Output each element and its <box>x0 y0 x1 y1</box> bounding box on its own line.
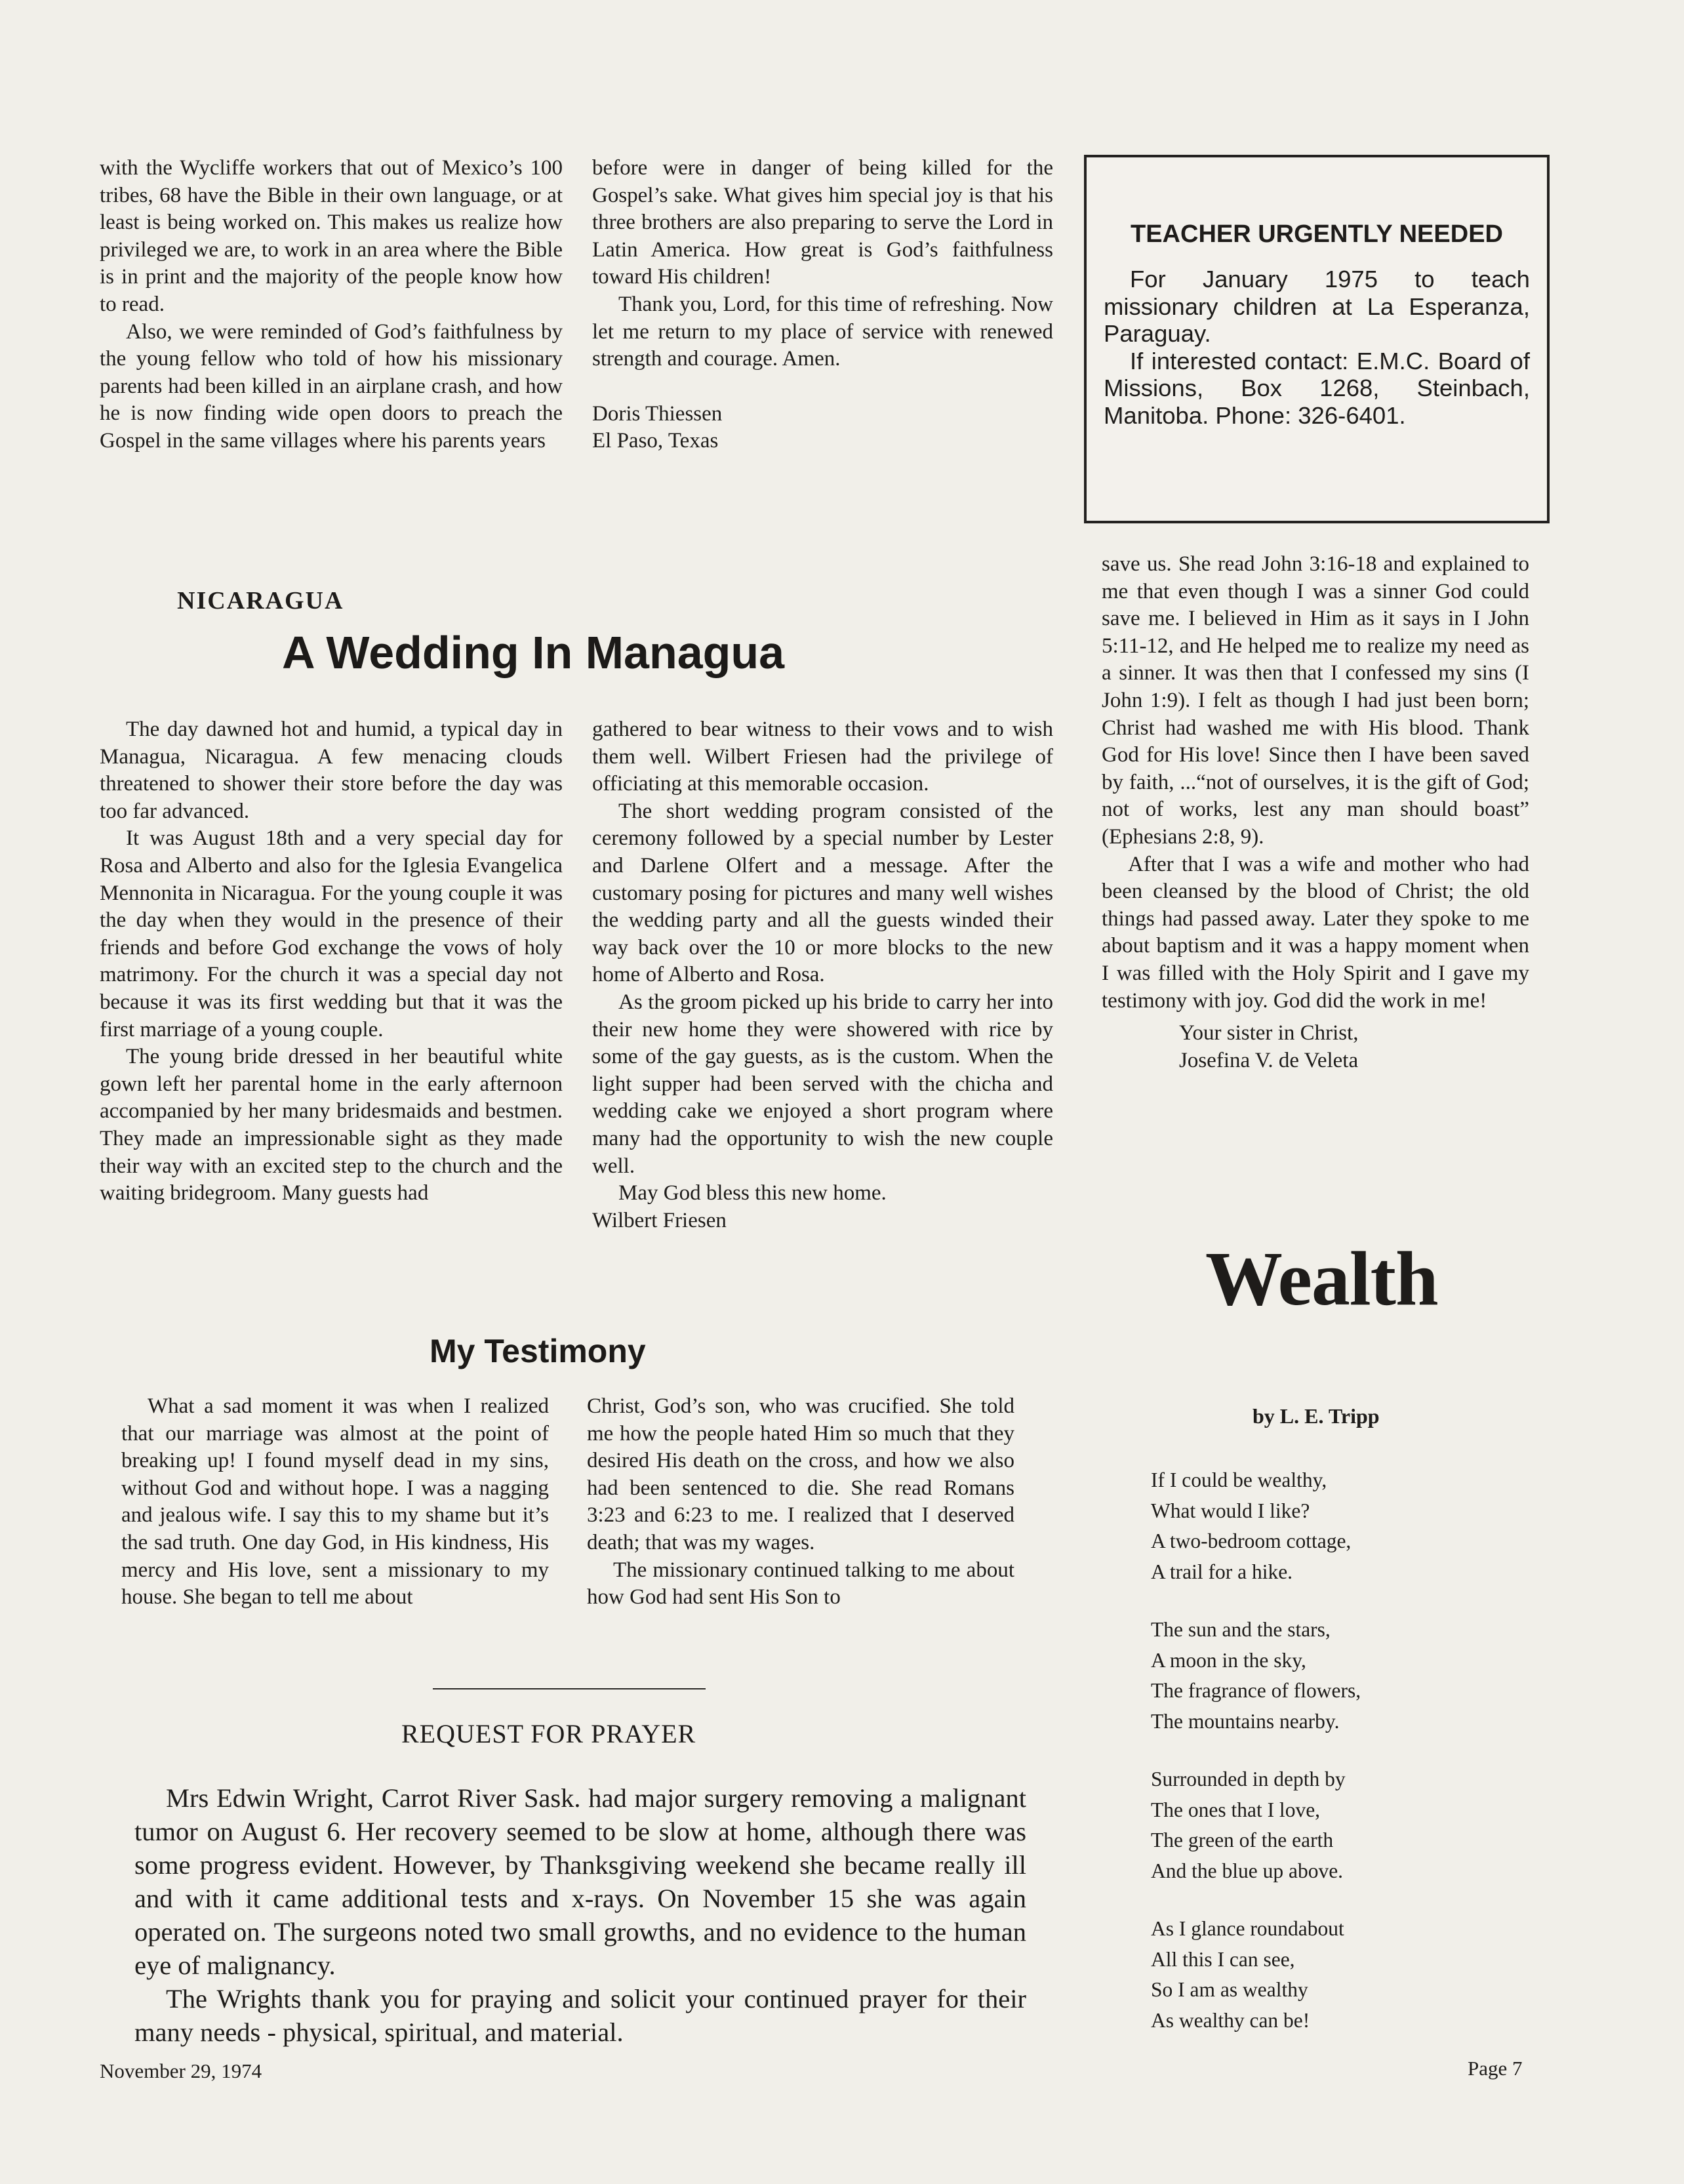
wedding-paragraph: gathered to bear witness to their vows and to wish them well. Wilbert Friesen had the privilege of officiating at this memorable occasion. <box>592 718 1053 796</box>
top-article-location: El Paso, Texas <box>592 429 719 453</box>
poem-line: So I am as wealthy <box>1151 1978 1308 2001</box>
section-divider <box>433 1688 706 1689</box>
poem-line: The ones that I love, <box>1151 1798 1321 1821</box>
wedding-paragraph: As the groom picked up his bride to carry her into their new home they were showered with rice by some of the gay guests, as is the custom. When the light supper had been served with the chicha and wedding cake we enjoyed a short program where many had the opportunity to wish the new couple well. <box>592 990 1053 1178</box>
poem-stanza <box>1151 1465 1518 1587</box>
testimony-paragraph: The missionary continued talking to me about how God had sent His Son to <box>587 1558 1014 1609</box>
poem-line: As wealthy can be! <box>1151 2008 1310 2032</box>
poem-stanza <box>1151 1914 1518 2036</box>
testimony-closing: Your sister in Christ, <box>1179 1021 1359 1045</box>
poem-line: The mountains nearby. <box>1151 1709 1340 1733</box>
prayer-title: REQUEST FOR PRAYER <box>401 1719 696 1749</box>
wedding-paragraph: The young bride dressed in her beautiful white gown left her parental home in the early afternoon accompanied by her many bridesmaids and bestmen. They made an impressionable sight as they made their way with an excited step to the church and the waiting bridegroom. Many guests had <box>100 1045 563 1205</box>
wedding-paragraph: The day dawned hot and humid, a typical day in Managua, Nicaragua. A few menacing clouds threatened to shower their store before the day was too far advanced. <box>100 718 563 823</box>
testimony-headline: My Testimony <box>430 1333 646 1369</box>
notice-title: TEACHER URGENTLY NEEDED <box>1131 220 1503 248</box>
top-article-paragraph: Thank you, Lord, for this time of refreshing. Now let me return to my place of service with renewed strength and courage. Amen. <box>592 292 1053 371</box>
top-article-column-1 <box>100 155 563 455</box>
prayer-request <box>134 1781 1026 2049</box>
poem-byline: by L. E. Tripp <box>1253 1404 1380 1428</box>
testimony-paragraph: What a sad moment it was when I realized that our marriage was almost at the point of breaking up! I found myself dead in my sins, without God and without hope. I was a nagging and jealous wife. I say this to my shame but it’s the sad truth. One day God, in His kindness, His mercy and His love, sent a missionary to my house. She began to tell me about <box>121 1394 549 1609</box>
testimony-column-2 <box>587 1393 1014 1611</box>
prayer-paragraph: The Wrights thank you for praying and solicit your continued prayer for their many needs - physical, spiritual, and material. <box>134 1984 1026 2047</box>
testimony-signature: Josefina V. de Veleta <box>1179 1048 1359 1072</box>
poem-line: A two-bedroom cottage, <box>1151 1529 1352 1552</box>
poem-line: All this I can see, <box>1151 1947 1295 1971</box>
poem-line: A moon in the sky, <box>1151 1648 1306 1672</box>
poem-stanza <box>1151 1615 1518 1737</box>
notice-paragraph: For January 1975 to teach missionary children at La Esperanza, Paraguay. <box>1104 266 1530 347</box>
poem-line: And the blue up above. <box>1151 1859 1344 1882</box>
prayer-paragraph: Mrs Edwin Wright, Carrot River Sask. had major surgery removing a malignant tumor on August 6. Her recovery seemed to be slow at home, although there was some progress evident. However, by Thanksgiving weekend she became really ill and with it came additional tests and x-rays. On November 15 she was again operated on. The surgeons noted two small growths, and no evidence to the human eye of malignancy. <box>134 1783 1026 1980</box>
top-article-author: Doris Thiessen <box>592 401 723 426</box>
wedding-paragraph: May God bless this new home. <box>618 1181 887 1205</box>
wedding-column-2 <box>592 716 1053 1234</box>
poem-stanza <box>1151 1764 1518 1886</box>
poem-line: The green of the earth <box>1151 1829 1334 1851</box>
wedding-author: Wilbert Friesen <box>592 1208 727 1232</box>
page-number: Page 7 <box>1468 2057 1523 2080</box>
top-article-paragraph: with the Wycliffe workers that out of Mexico’s 100 tribes, 68 have the Bible in their own language, or at least is being worked on. This makes us realize how privileged we are, to work in an area where the Bible is in print and the majority of the people know how to read. <box>100 156 563 316</box>
poem-title: Wealth <box>1205 1236 1438 1322</box>
wedding-column-1 <box>100 716 563 1207</box>
poem-line: What would I like? <box>1151 1499 1310 1522</box>
teacher-needed-notice <box>1084 155 1550 523</box>
wedding-kicker: NICARAGUA <box>177 587 344 615</box>
poem-line: The sun and the stars, <box>1151 1618 1331 1641</box>
testimony-paragraph: After that I was a wife and mother who had been cleansed by the blood of Christ; the old things had passed away. Later they spoke to me about baptism and it was a happy moment when I was filled with the Holy Spirit and I gave my testimony with joy. God did the work in me! <box>1102 852 1529 1013</box>
top-article-column-2 <box>592 155 1053 455</box>
top-article-paragraph: Also, we were reminded of God’s faithfulness by the young fellow who told of how his missionary parents had been killed in an airplane crash, and how he is now finding wide open doors to preach the Gospel in the same villages where his parents years <box>100 319 563 453</box>
poem-line: As I glance roundabout <box>1151 1917 1344 1940</box>
notice-contact: If interested contact: E.M.C. Board of Missions, Box 1268, Steinbach, Manitoba. Phone: 326-6401. <box>1104 347 1530 429</box>
wedding-paragraph: The short wedding program consisted of the ceremony followed by a special number by Lester and Darlene Olfert and a message. After the customary posing for pictures and many well wishes the wedding party and all the guests winded their way back over the 10 or more blocks to the new home of Alberto and Rosa. <box>592 799 1053 987</box>
testimony-column-3 <box>1102 551 1529 1074</box>
poem-line: The fragrance of flowers, <box>1151 1679 1361 1702</box>
top-article-paragraph: before were in danger of being killed for the Gospel’s sake. What gives him special joy is that his three brothers are also preparing to serve the Lord in Latin America. How great is God’s faithfulness toward His children! <box>592 156 1053 289</box>
poem-line: Surrounded in depth by <box>1151 1768 1346 1790</box>
wedding-headline: A Wedding In Managua <box>282 627 785 678</box>
testimony-paragraph: save us. She read John 3:16-18 and explained to me that even though I was a sinner God could save me. I believed in Him as it says in I John 5:11-12, and He helped me to realize my need as a sinner. It was then that I confessed my sins (I John 1:9). I felt as though I had just been born; Christ had washed me with His blood. Thank God for His love! Since then I have been saved by faith, ...“not of ourselves, it is the gift of God; not of works, lest any man should boast” (Ephesians 2:8, 9). <box>1102 552 1529 849</box>
issue-date: November 29, 1974 <box>100 2059 262 2082</box>
wedding-paragraph: It was August 18th and a very special day for Rosa and Alberto and also for the Iglesia Evangelica Mennonita in Nicaragua. For the young couple it was the day when they would in the presence of their friends and before God exchange the vows of holy matrimony. For the church it was a special day not because it was its first wedding but that it was the first marriage of a young couple. <box>100 826 563 1041</box>
testimony-paragraph: Christ, God’s son, who was crucified. She told me how the people hated Him so much that they desired His death on the cross, and how we also had been sentenced to die. She read Romans 3:23 and 6:23 to me. I realized that I deserved death; that was my wages. <box>587 1394 1014 1554</box>
poem-line: A trail for a hike. <box>1151 1560 1293 1583</box>
testimony-column-1 <box>121 1393 549 1611</box>
poem-body <box>1151 1465 1518 2063</box>
poem-line: If I could be wealthy, <box>1151 1468 1327 1491</box>
